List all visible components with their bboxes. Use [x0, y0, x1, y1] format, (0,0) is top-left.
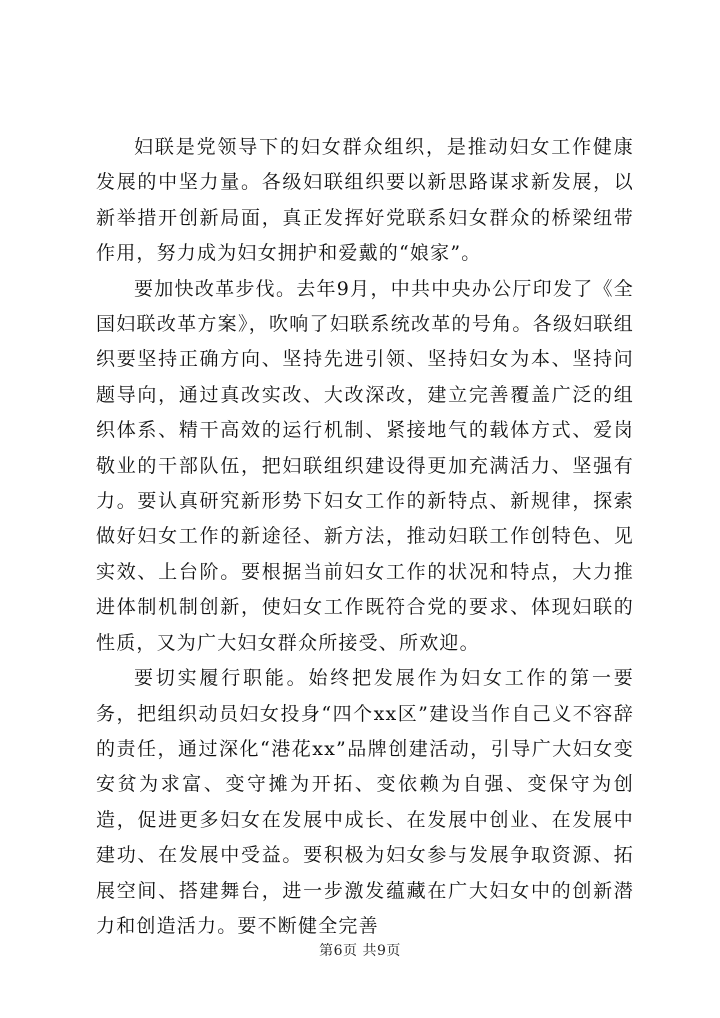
page-number-footer: 第6页 共9页 [319, 943, 401, 959]
paragraph-2: 要加快改革步伐。去年9月，中共中央办公厅印发了《全国妇联改革方案》，吹响了妇联系统改革的号角。各级妇联组织要坚持正确方向、坚持先进引领、坚持妇女为本、坚持问题导向，通过真改实改、大改深改，建立完善覆盖广泛的组织体系、精干高效的运行机制、紧接地气的载体方式、爱岗敬业的干部队伍，把妇联组织建设得更加充满活力、坚强有力。要认真研究新形势下妇女工作的新特点、新规律，探索做好妇女工作的新途径、新方法，推动妇联工作创特色、见实效、上台阶。要根据当前妇女工作的状况和特点，大力推进体制机制创新，使妇女工作既符合党的要求、体现妇联的性质，又为广大妇女群众所接受、所欢迎。 [96, 277, 634, 654]
body-text [96, 130, 634, 944]
paragraph-3: 要切实履行职能。始终把发展作为妇女工作的第一要务，把组织动员妇女投身“四个xx区”建设当作自己义不容辞的责任，通过深化“港花xx”品牌创建活动，引导广大妇女变安贫为求富、变守摊为开拓、变依赖为自强、变保守为创造，促进更多妇女在发展中成长、在发展中创业、在发展中建功、在发展中受益。要积极为妇女参与发展争取资源、拓展空间、搭建舞台，进一步激发蕴藏在广大妇女中的创新潜力和创造活力。要不断健全完善 [96, 667, 634, 937]
paragraph-1: 妇联是党领导下的妇女群众组织，是推动妇女工作健康发展的中坚力量。各级妇联组织要以新思路谋求新发展，以新举措开创新局面，真正发挥好党联系妇女群众的桥梁纽带作用，努力成为妇女拥护和爱戴的“娘家”。 [96, 136, 634, 265]
